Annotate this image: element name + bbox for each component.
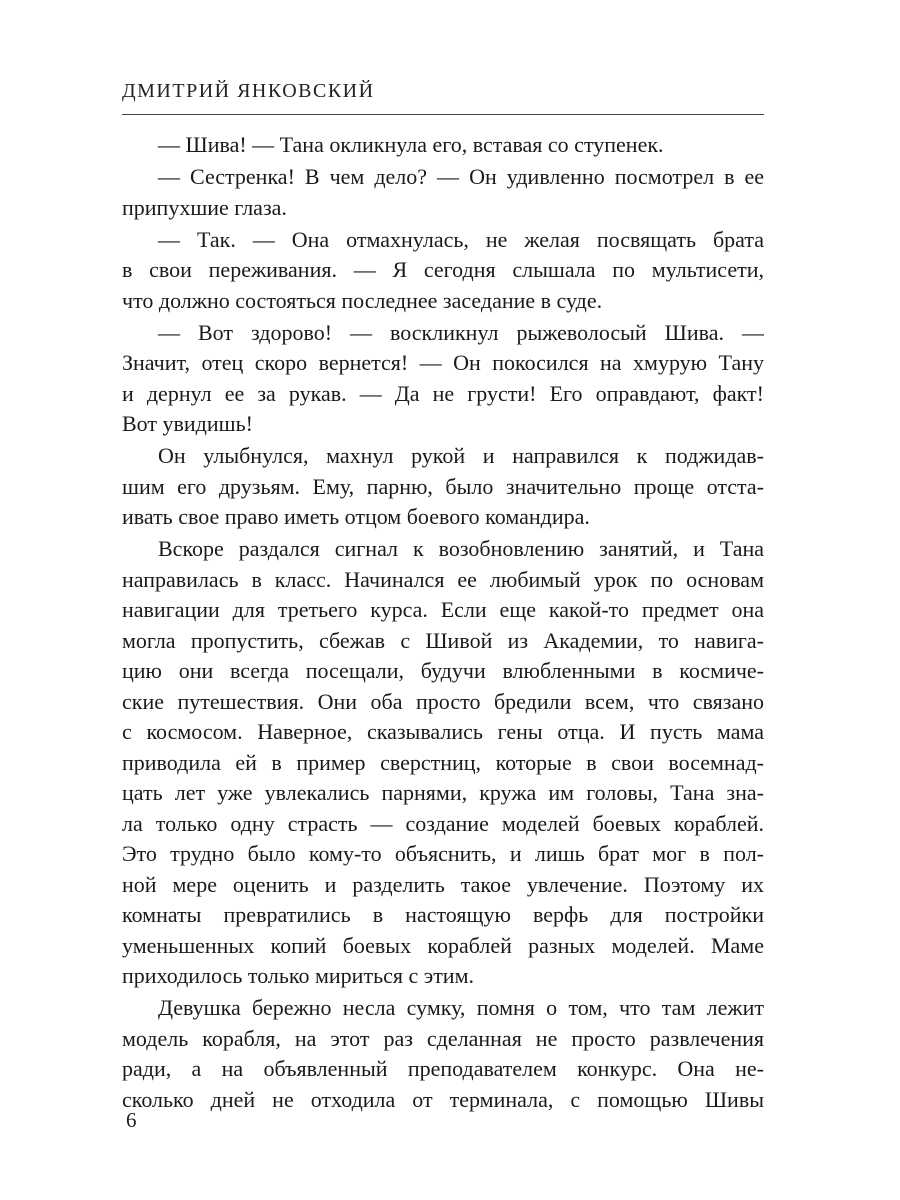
text-line: Это трудно было кому-то объяснить, и лишь брат мог в пол- <box>122 841 764 866</box>
text-line: припухшие глаза. <box>122 194 287 220</box>
text-line: уменьшенных копий боевых кораблей разных моделей. Маме <box>122 932 764 958</box>
paragraph <box>122 130 764 161</box>
text-line: в свои переживания. — Я сегодня слышала по мультисети, <box>122 257 764 282</box>
text-line: Он улыбнулся, махнул рукой и направился к поджидав- <box>158 443 764 468</box>
text-line: Девушка бережно несла сумку, помня о том, что там лежит <box>158 995 764 1020</box>
running-head-author: ДМИТРИЙ ЯНКОВСКИЙ <box>122 80 375 102</box>
text-line: ной мере оценить и разделить такое увлечение. Поэтому их <box>122 871 764 897</box>
text-line: ивать свое право иметь отцом боевого командира. <box>122 504 590 529</box>
text-line: направилась в класс. Начинался ее любимый урок по основам <box>122 566 764 592</box>
text-line: Вскоре раздался сигнал к возобновлению занятий, и Тана <box>158 536 764 561</box>
header-rule <box>122 114 764 115</box>
text-line: ради, а на объявленный преподавателем конкурс. Она не- <box>122 1056 764 1081</box>
text-line: что должно состояться последнее заседание в суде. <box>122 287 603 313</box>
text-line: Вот увидишь! <box>122 411 253 436</box>
text-line: — Вот здорово! — воскликнул рыжеволосый Шива. — <box>158 319 764 345</box>
text-line: модель корабля, на этот раз сделанная не просто развлечения <box>122 1025 764 1051</box>
paragraph <box>122 534 764 992</box>
text-line: приводила ей в пример сверстниц, которые в свои восемнад- <box>122 749 764 775</box>
page-number: 6 <box>126 1108 137 1132</box>
text-line: и дернул ее за рукав. — Да не грусти! Его оправдают, факт! <box>122 380 764 406</box>
text-line: ла только одну страсть — создание моделей боевых кораблей. <box>122 810 764 836</box>
text-line: ские путешествия. Они оба просто бредили всем, что связано <box>122 688 764 714</box>
text-line: сколько дней не отходила от терминала, с помощью Шивы <box>122 1086 764 1112</box>
text-line: навигации для третьего курса. Если еще какой-то предмет она <box>122 597 764 622</box>
paragraph <box>122 225 764 317</box>
text-line: приходилось только мириться с этим. <box>122 963 474 988</box>
paragraph <box>122 162 764 223</box>
text-line: — Сестренка! В чем дело? — Он удивленно посмотрел в ее <box>158 164 764 189</box>
paragraph <box>122 318 764 440</box>
text-line: комнаты превратились в настоящую верфь для постройки <box>122 902 764 927</box>
paragraph <box>122 441 764 533</box>
body-text <box>122 130 764 1117</box>
text-line: шим его друзьям. Ему, парню, было значительно проще отста- <box>122 473 764 499</box>
paragraph-gap <box>122 1115 764 1117</box>
text-line: — Шива! — Тана окликнула его, вставая со ступенек. <box>158 132 664 157</box>
text-line: Значит, отец скоро вернется! — Он покосился на хмурую Тану <box>122 350 764 375</box>
text-line: цать лет уже увлекались парнями, кружа им головы, Тана зна- <box>122 780 764 805</box>
paragraph <box>122 993 764 1115</box>
text-line: с космосом. Наверное, сказывались гены отца. И пусть мама <box>122 719 764 744</box>
text-line: цию они всегда посещали, будучи влюбленными в космиче- <box>122 658 764 683</box>
text-line: — Так. — Она отмахнулась, не желая посвящать брата <box>158 226 764 252</box>
text-line: могла пропустить, сбежав с Шивой из Академии, то навига- <box>122 627 764 653</box>
